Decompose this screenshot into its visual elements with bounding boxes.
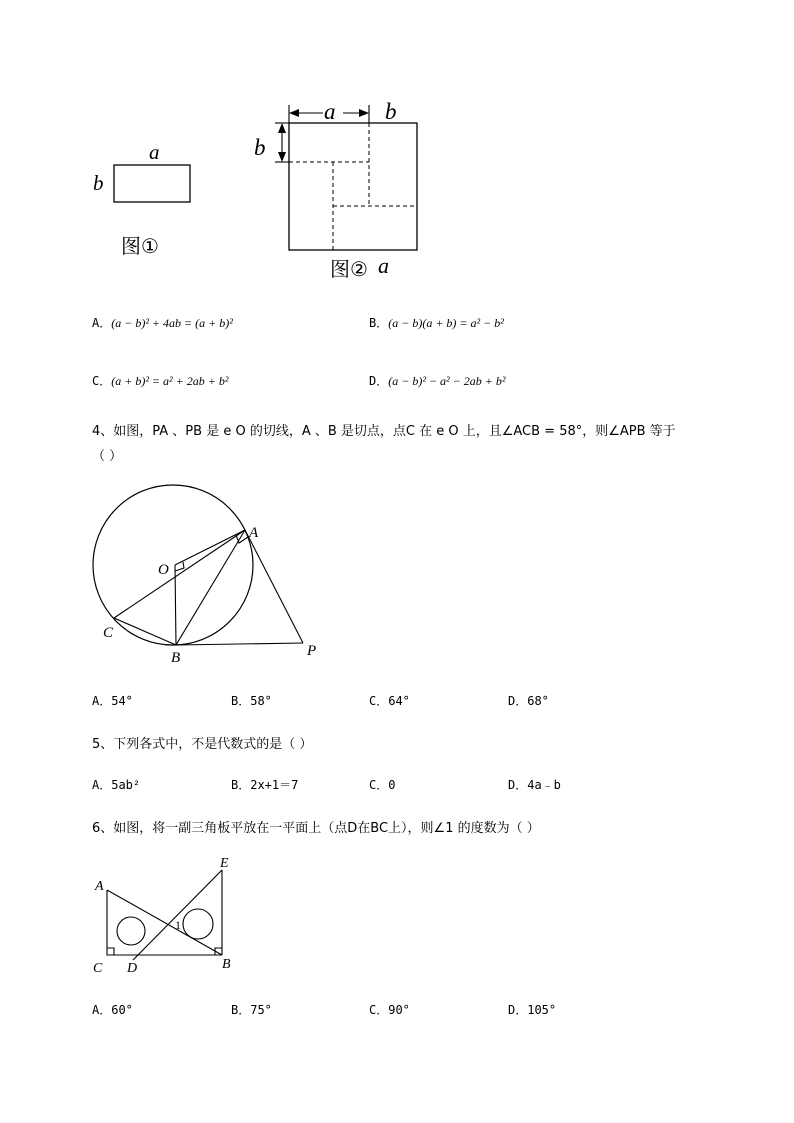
q6-question-text: 6、如图，将一副三角板平放在一平面上（点D在BC上），则∠1 的度数为（ ） xyxy=(92,821,540,836)
q4-option-a[interactable] xyxy=(92,692,133,709)
option-letter: A． xyxy=(92,778,112,792)
q4-option-d[interactable] xyxy=(508,692,549,709)
option-letter: C． xyxy=(369,778,389,792)
option-letter: D． xyxy=(508,1003,528,1017)
option-letter: A． xyxy=(92,1003,112,1017)
option-letter: D． xyxy=(508,778,528,792)
q5-option-d[interactable] xyxy=(508,776,561,793)
label-o: O xyxy=(158,562,169,578)
option-letter: C． xyxy=(369,1003,389,1017)
q4-option-b[interactable] xyxy=(231,692,272,709)
circle-o xyxy=(93,485,253,645)
angle-1-label: 1 xyxy=(175,918,181,932)
label-p: P xyxy=(307,643,317,659)
option-value: 0 xyxy=(388,778,396,792)
q3-option-a[interactable] xyxy=(92,314,233,331)
option-value: 64° xyxy=(388,694,410,708)
big-square xyxy=(289,123,417,250)
fig2-caption: 图② xyxy=(330,257,368,281)
q6-option-d[interactable] xyxy=(508,1001,556,1018)
fig1-label-b: b xyxy=(93,171,104,195)
q5-option-a[interactable] xyxy=(92,776,140,793)
q5-option-c[interactable] xyxy=(369,776,395,793)
fig1-label-a: a xyxy=(149,140,160,164)
option-letter: C． xyxy=(369,694,389,708)
q4-option-c[interactable] xyxy=(369,692,410,709)
q5-question-text: 5、下列各式中，不是代数式的是（ ） xyxy=(92,737,313,752)
label-e: E xyxy=(220,856,229,871)
figure-1-rectangle xyxy=(85,135,205,265)
label-d: D xyxy=(127,961,138,976)
option-expr: (a − b)² − a² − 2ab + b² xyxy=(388,374,506,388)
fig2-label-b-top: b xyxy=(385,99,397,124)
option-letter: B． xyxy=(369,316,389,330)
label-c: C xyxy=(103,625,114,641)
option-value: 75° xyxy=(250,1003,272,1017)
q6-triangle-rulers-figure xyxy=(85,850,255,980)
fig2-label-b-left: b xyxy=(254,135,266,160)
option-letter: B． xyxy=(231,778,251,792)
q5-option-b[interactable] xyxy=(231,776,298,793)
option-value: 2x+1＝7 xyxy=(250,778,299,792)
label-b: B xyxy=(171,650,181,666)
option-letter: D． xyxy=(508,694,528,708)
option-letter: A． xyxy=(92,694,112,708)
fig1-caption: 图① xyxy=(121,234,159,258)
label-b: B xyxy=(222,957,231,972)
rectangle-ab xyxy=(114,165,190,202)
option-value: 90° xyxy=(388,1003,410,1017)
figure-2-square xyxy=(245,95,435,285)
q3-option-c[interactable] xyxy=(92,372,228,389)
fig2-label-a-top: a xyxy=(324,99,336,124)
q6-option-b[interactable] xyxy=(231,1001,272,1018)
label-a: A xyxy=(95,879,104,894)
option-letter: D． xyxy=(369,374,389,388)
option-value: 68° xyxy=(527,694,549,708)
option-letter: B． xyxy=(231,1003,251,1017)
q4-question-text: 4、如图，PA 、PB 是 e O 的切线，A 、B 是切点，点C 在 e O 上，且∠ACB = 58°，则∠APB 等于 xyxy=(92,424,676,439)
q3-option-b[interactable] xyxy=(369,314,504,331)
option-expr: (a + b)² = a² + 2ab + b² xyxy=(111,374,229,388)
option-value: 105° xyxy=(527,1003,557,1017)
q6-option-a[interactable] xyxy=(92,1001,133,1018)
option-letter: A． xyxy=(92,316,112,330)
fig2-label-a-bottom: a xyxy=(378,253,389,278)
label-a: A xyxy=(249,525,259,541)
option-expr: (a − b)(a + b) = a² − b² xyxy=(388,316,504,330)
q6-option-c[interactable] xyxy=(369,1001,410,1018)
option-expr: (a − b)² + 4ab = (a + b)² xyxy=(111,316,233,330)
option-letter: B． xyxy=(231,694,251,708)
label-c: C xyxy=(93,961,103,976)
option-value: 60° xyxy=(111,1003,133,1017)
option-letter: C． xyxy=(92,374,112,388)
option-value: 5ab² xyxy=(111,778,141,792)
q4-answer-paren: （ ） xyxy=(92,449,123,464)
option-value: 58° xyxy=(250,694,272,708)
option-value: 54° xyxy=(111,694,133,708)
q4-circle-tangent-figure xyxy=(85,475,335,670)
option-value: 4a﹣b xyxy=(527,778,561,792)
q3-option-d[interactable] xyxy=(369,372,505,389)
